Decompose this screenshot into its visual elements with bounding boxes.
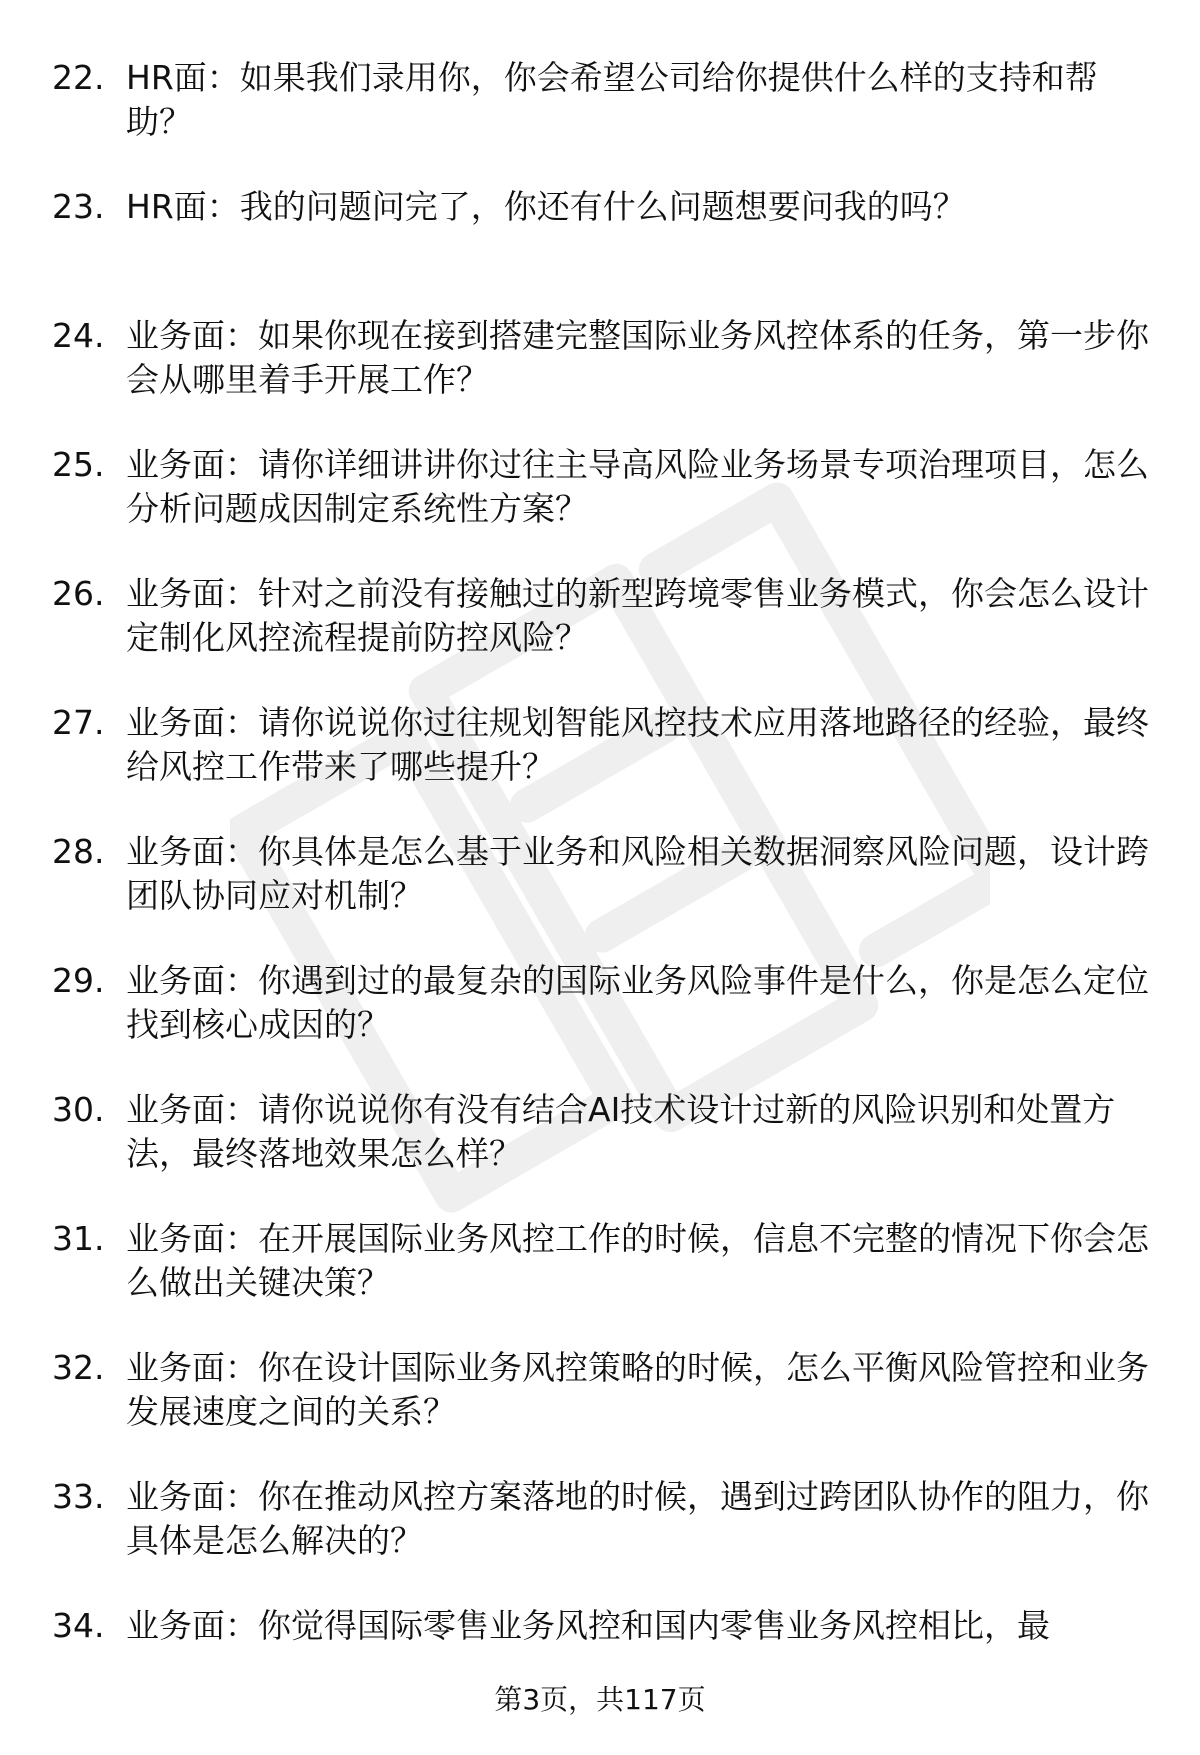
question-list (52, 56, 1162, 1733)
list-item (52, 572, 1162, 701)
question-number: 27. (52, 703, 105, 742)
question-number: 25. (52, 445, 105, 484)
question-text: 业务面：请你说说你过往规划智能风控技术应用落地路径的经验，最终给风控工作带来了哪些提升？ (126, 703, 1149, 786)
question-text: 业务面：请你说说你有没有结合AI技术设计过新的风险识别和处置方法，最终落地效果怎么样？ (126, 1090, 1116, 1173)
question-text: 业务面：你具体是怎么基于业务和风险相关数据洞察风险问题，设计跨团队协同应对机制？ (126, 832, 1149, 915)
question-number: 26. (52, 574, 105, 613)
list-item (52, 1088, 1162, 1217)
question-text: 业务面：你在设计国际业务风控策略的时候，怎么平衡风险管控和业务发展速度之间的关系？ (126, 1348, 1149, 1431)
question-text: HR面：如果我们录用你，你会希望公司给你提供什么样的支持和帮助？ (126, 58, 1098, 141)
question-text: 业务面：如果你现在接到搭建完整国际业务风控体系的任务，第一步你会从哪里着手开展工作？ (126, 316, 1149, 399)
question-text: 业务面：请你详细讲讲你过往主导高风险业务场景专项治理项目，怎么分析问题成因制定系统性方案？ (126, 445, 1149, 528)
list-item (52, 56, 1162, 185)
question-number: 28. (52, 832, 105, 871)
question-number: 31. (52, 1219, 105, 1258)
question-number: 30. (52, 1090, 105, 1129)
question-number: 34. (52, 1606, 105, 1645)
list-item (52, 185, 1162, 314)
question-text: HR面：我的问题问完了，你还有什么问题想要问我的吗？ (126, 187, 966, 226)
question-number: 33. (52, 1477, 105, 1516)
list-item (52, 701, 1162, 830)
list-item (52, 1346, 1162, 1475)
list-item (52, 830, 1162, 959)
question-text: 业务面：你遇到过的最复杂的国际业务风险事件是什么，你是怎么定位找到核心成因的？ (126, 961, 1149, 1044)
question-number: 23. (52, 187, 105, 226)
question-number: 29. (52, 961, 105, 1000)
list-item (52, 1475, 1162, 1604)
question-number: 32. (52, 1348, 105, 1387)
question-text: 业务面：针对之前没有接触过的新型跨境零售业务模式，你会怎么设计定制化风控流程提前防控风险？ (126, 574, 1149, 657)
question-number: 22. (52, 58, 105, 97)
list-item (52, 443, 1162, 572)
question-number: 24. (52, 316, 105, 355)
list-item (52, 314, 1162, 443)
question-text: 业务面：你觉得国际零售业务风控和国内零售业务风控相比，最 (126, 1606, 1050, 1645)
page-number-footer: 第3页，共117页 (494, 1683, 706, 1716)
question-text: 业务面：在开展国际业务风控工作的时候，信息不完整的情况下你会怎么做出关键决策？ (126, 1219, 1149, 1302)
list-item (52, 959, 1162, 1088)
question-text: 业务面：你在推动风控方案落地的时候，遇到过跨团队协作的阻力，你具体是怎么解决的？ (126, 1477, 1149, 1560)
list-item (52, 1217, 1162, 1346)
